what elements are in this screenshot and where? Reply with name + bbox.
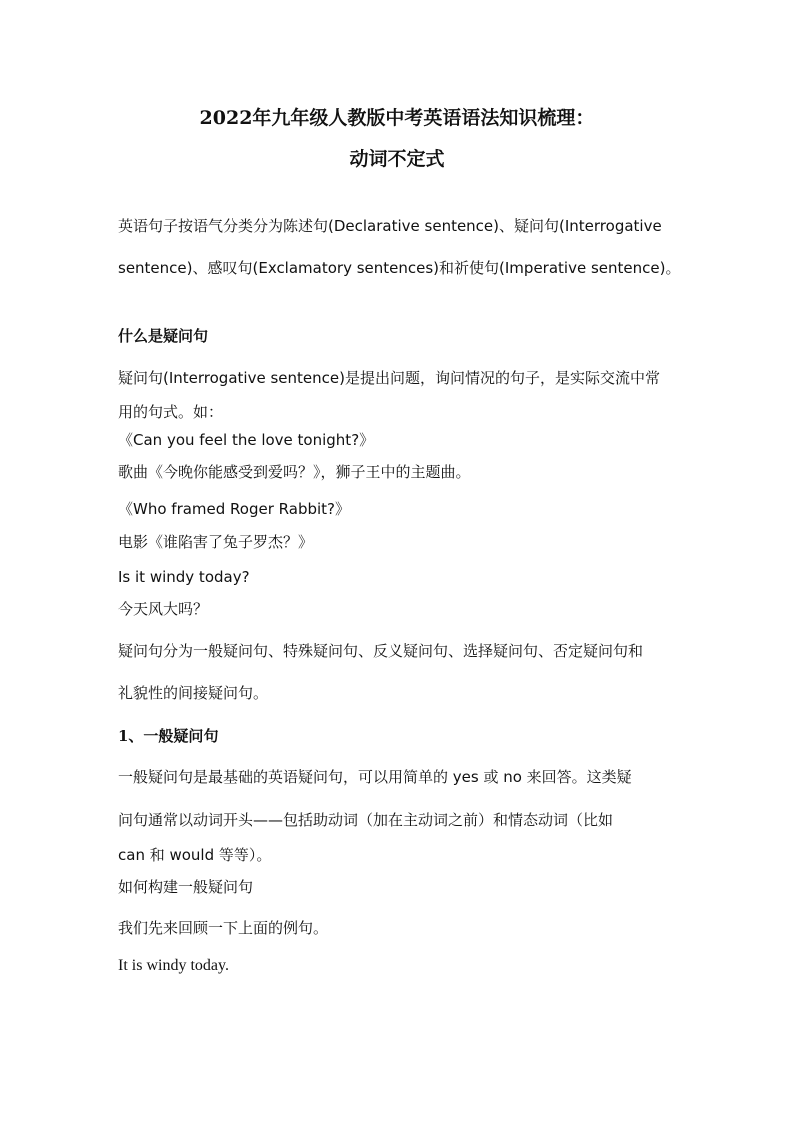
types-line-2: 礼貌性的间接疑问句。 bbox=[118, 684, 269, 702]
types-line-1: 疑问句分为一般疑问句、特殊疑问句、反义疑问句、选择疑问句、否定疑问句和 bbox=[118, 642, 644, 660]
example-1-english: 《Can you feel the love tonight?》 bbox=[118, 431, 375, 449]
definition-line-1: 疑问句(Interrogative sentence)是提出问题，询问情况的句子，是实际交流中常 bbox=[118, 369, 660, 387]
page-subtitle: 动词不定式 bbox=[349, 148, 445, 170]
intro-line-2: sentence)、感叹句(Exclamatory sentences)和祈使句(Imperative sentence)。 bbox=[118, 259, 681, 277]
how-to-build-heading: 如何构建一般疑问句 bbox=[118, 878, 254, 896]
general-para-line-3: can 和 would 等等）。 bbox=[118, 846, 272, 864]
general-para-line-2: 问句通常以动词开头——包括助动词（加在主动词之前）和情态动词（比如 bbox=[118, 811, 614, 829]
section-heading-what: 什么是疑问句 bbox=[118, 327, 209, 345]
intro-line-1: 英语句子按语气分类分为陈述句(Declarative sentence)、疑问句(Interrogative bbox=[118, 217, 662, 235]
example-2-chinese: 电影《谁陷害了兔子罗杰？》 bbox=[118, 533, 314, 551]
example-sentence: It is windy today. bbox=[118, 957, 229, 974]
review-sentence: 我们先来回顾一下上面的例句。 bbox=[118, 919, 329, 937]
example-3-english: Is it windy today? bbox=[118, 568, 250, 586]
example-3-chinese: 今天风大吗？ bbox=[118, 600, 209, 618]
page-title: 2022年九年级人教版中考英语语法知识梳理： bbox=[199, 107, 595, 129]
example-2-english: 《Who framed Roger Rabbit?》 bbox=[118, 500, 351, 518]
general-para-line-1: 一般疑问句是最基础的英语疑问句，可以用简单的 yes 或 no 来回答。这类疑 bbox=[118, 768, 632, 786]
definition-line-2: 用的句式。如： bbox=[118, 403, 224, 421]
example-1-chinese: 歌曲《今晚你能感受到爱吗？》，狮子王中的主题曲。 bbox=[118, 463, 471, 481]
section-heading-general: 1、一般疑问句 bbox=[118, 727, 219, 745]
